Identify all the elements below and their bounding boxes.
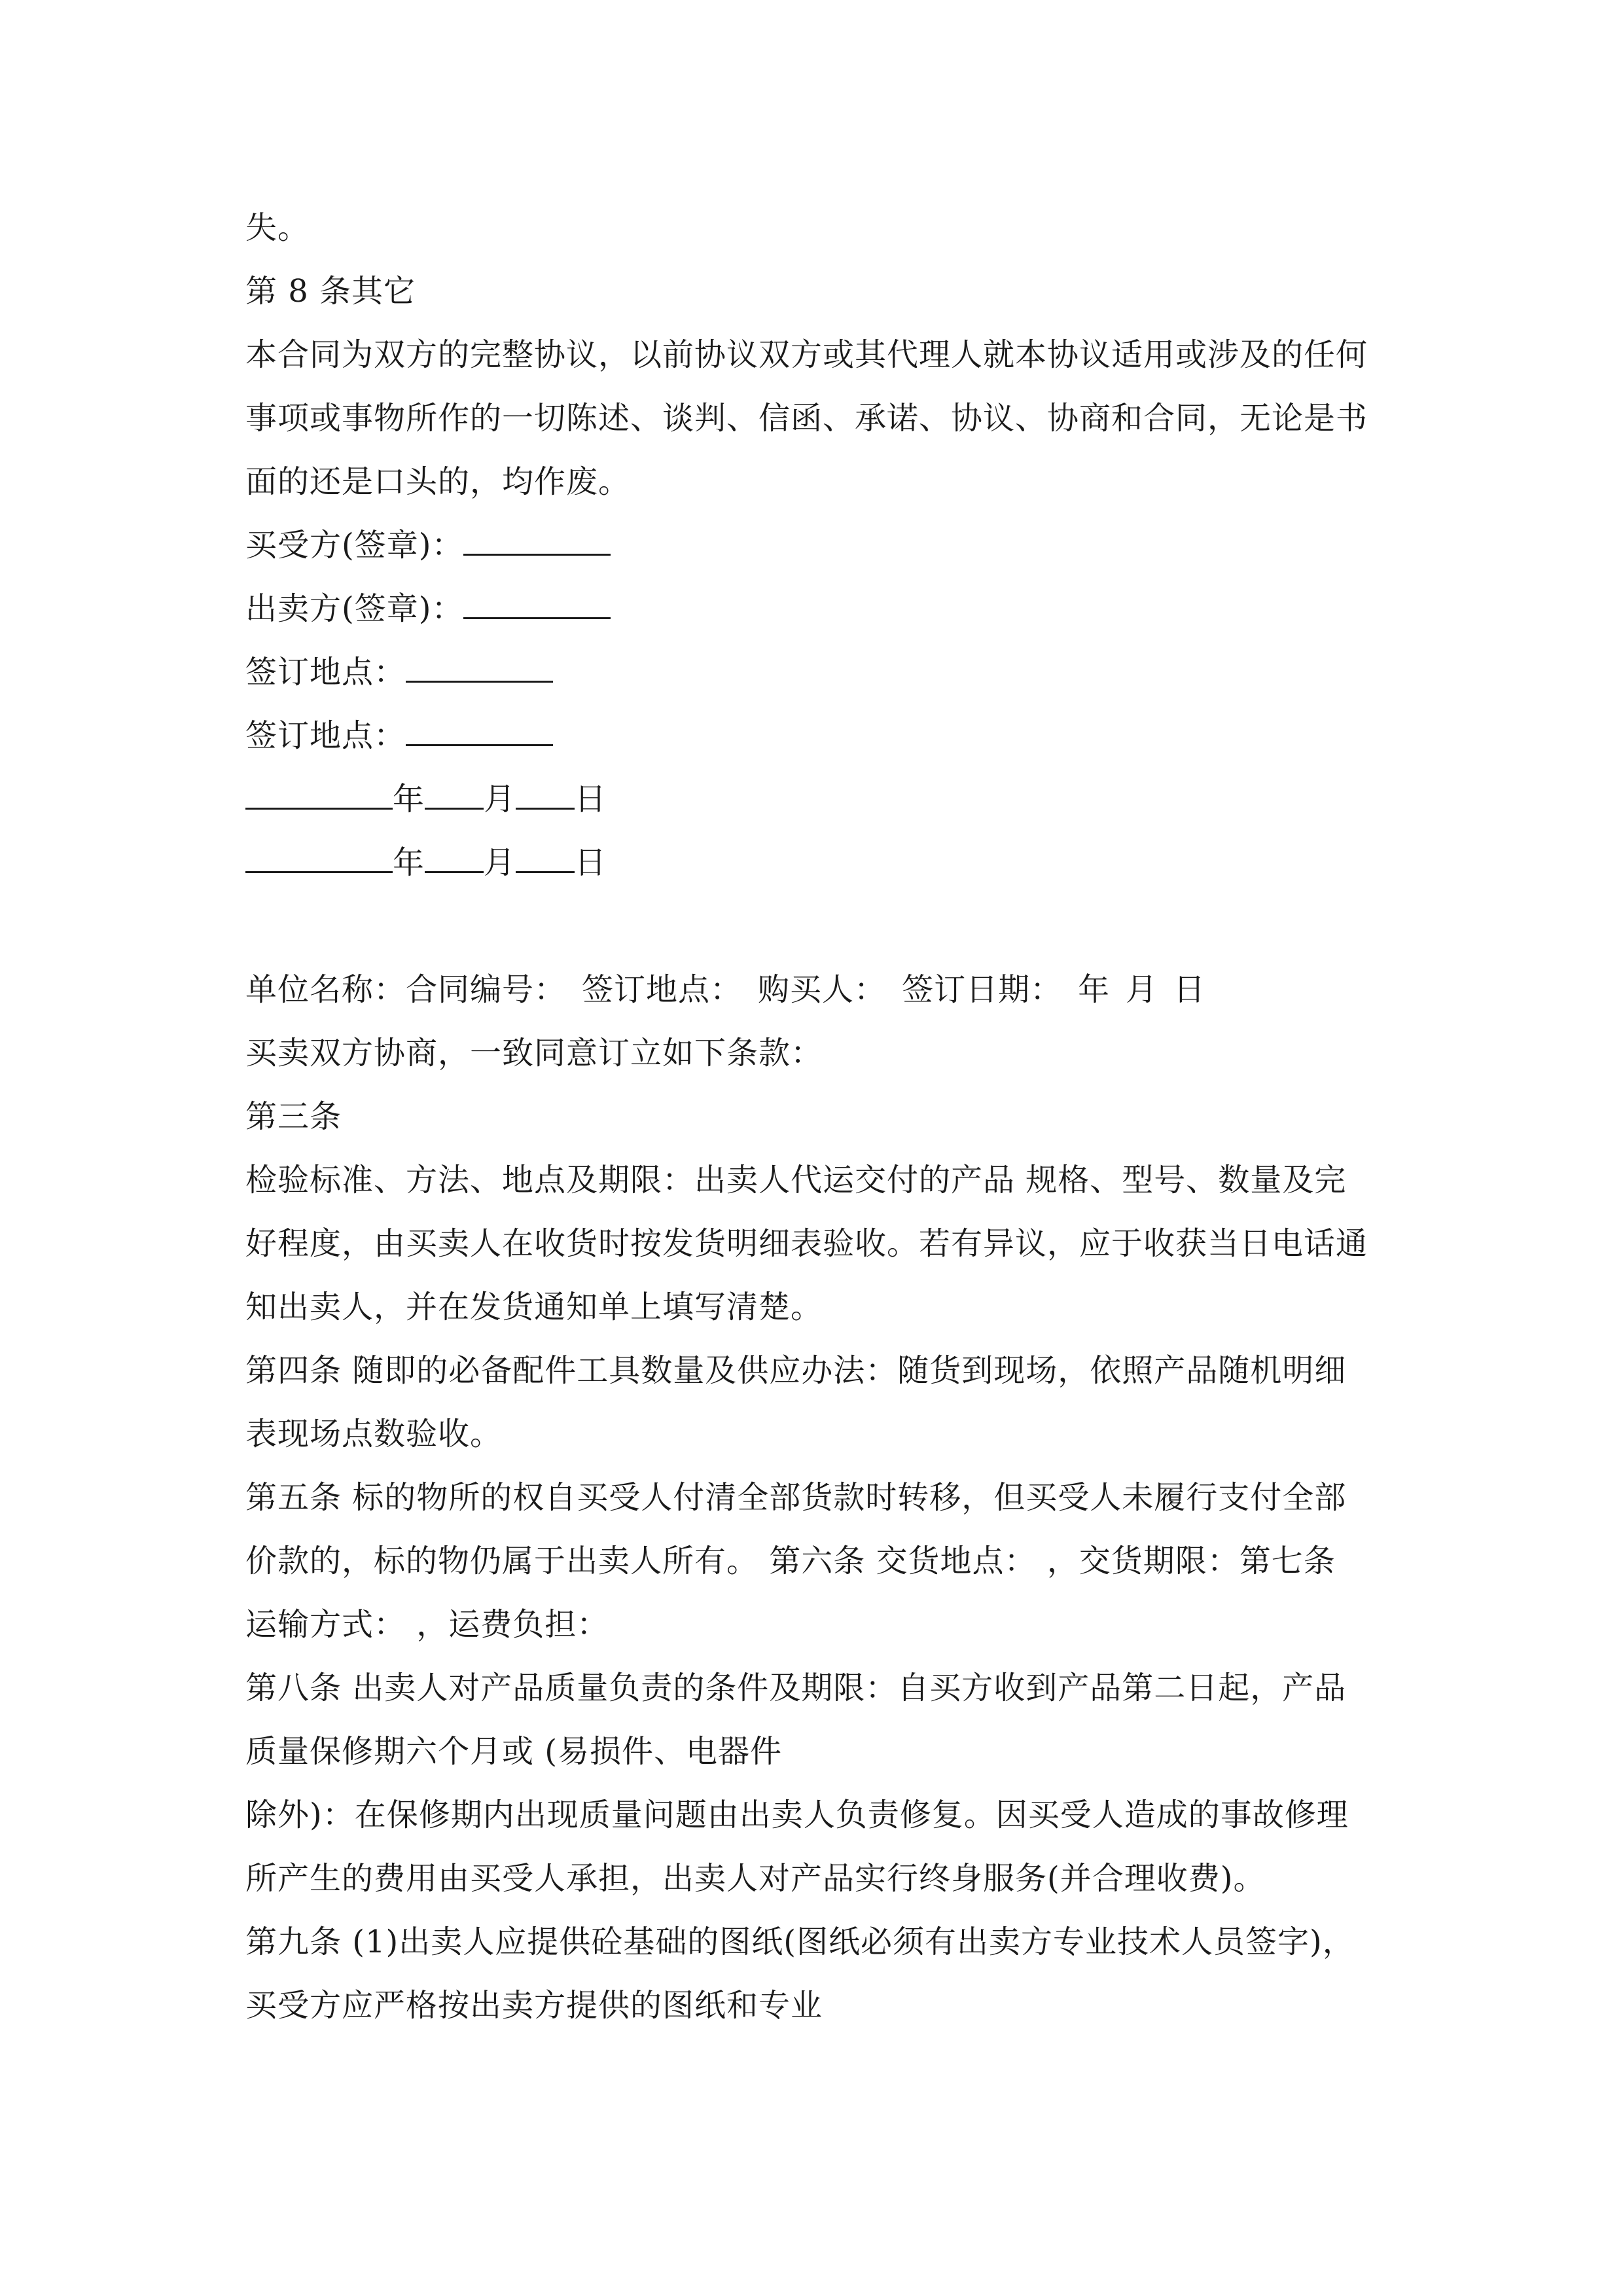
year-label: 年 <box>393 781 425 817</box>
text-line: 面的还是口头的，均作废。 <box>245 463 631 500</box>
buyer-signature-line <box>245 514 1384 577</box>
section-heading: 第三条 <box>245 1098 342 1135</box>
signing-date-label: 签订日期： <box>902 971 1063 1008</box>
text-line: 质量保修期六个月或 (易损件、电器件 <box>245 1733 782 1770</box>
text-line: 知出卖人，并在发货通知单上填写清楚。 <box>245 1289 823 1325</box>
buyer-label: 购买人： <box>758 971 887 1008</box>
text-line: 运输方式： ，运费负担： <box>245 1606 609 1643</box>
signing-place-label: 签订地点： <box>582 971 743 1008</box>
text-line: 好程度，由买卖人在收货时按发货明细表验收。若有异议，应于收获当日电话通 <box>245 1225 1368 1262</box>
text-line: 事项或事物所作的一切陈述、谈判、信函、承诺、协议、协商和合同，无论是书 <box>245 400 1368 437</box>
text-line: 检验标准、方法、地点及期限：出卖人代运交付的产品 规格、型号、数量及完 <box>245 1162 1347 1198</box>
day-label: 日 <box>575 844 607 881</box>
date-line <box>245 768 1384 831</box>
contract-number-label: 合同编号： <box>406 971 567 1008</box>
text-line: 买卖双方协商，一致同意订立如下条款： <box>245 1035 823 1071</box>
text-line: 第九条 (1)出卖人应提供砼基础的图纸(图纸必须有出卖方专业技术人员签字)， <box>245 1924 1355 1960</box>
signing-place-blank <box>406 709 553 746</box>
month-label: 月 <box>484 844 516 881</box>
month-blank <box>425 772 484 810</box>
month-blank <box>425 836 484 873</box>
text-line: 第八条 出卖人对产品质量负责的条件及期限：自买方收到产品第二日起，产品 <box>245 1670 1347 1706</box>
contract-header-line <box>245 958 1384 1022</box>
text-line: 表现场点数验收。 <box>245 1416 503 1452</box>
text-line: 买受方应严格按出卖方提供的图纸和专业 <box>245 1987 823 2024</box>
buyer-signature-blank <box>463 518 611 556</box>
year-label: 年 <box>1078 971 1111 1008</box>
day-blank <box>516 772 575 810</box>
signing-place-label: 签订地点： <box>245 717 406 754</box>
day-label: 日 <box>1173 971 1206 1008</box>
year-blank <box>245 836 393 873</box>
document-body <box>245 196 1384 2037</box>
buyer-signature-label: 买受方(签章)： <box>245 527 464 564</box>
signing-place-line <box>245 641 1384 704</box>
text-line: 除外)：在保修期内出现质量问题由出卖人负责修复。因买受人造成的事故修理 <box>245 1797 1349 1833</box>
signing-place-line <box>245 704 1384 768</box>
text-line: 价款的，标的物仍属于出卖人所有。 第六条 交货地点： ，交货期限：第七条 <box>245 1543 1336 1579</box>
day-blank <box>516 836 575 873</box>
year-blank <box>245 772 393 810</box>
month-label: 月 <box>484 781 516 817</box>
text-line: 本合同为双方的完整协议，以前协议双方或其代理人就本协议适用或涉及的任何 <box>245 336 1368 373</box>
spacer <box>245 895 1384 958</box>
month-label: 月 <box>1126 971 1158 1008</box>
text-line: 第四条 随即的必备配件工具数量及供应办法：随货到现场，依照产品随机明细 <box>245 1352 1347 1389</box>
year-label: 年 <box>393 844 425 881</box>
section-heading: 第 8 条其它 <box>245 273 416 310</box>
date-line <box>245 831 1384 895</box>
seller-signature-blank <box>463 582 611 619</box>
day-label: 日 <box>575 781 607 817</box>
seller-signature-label: 出卖方(签章)： <box>245 590 464 627</box>
text-line: 所产生的费用由买受人承担，出卖人对产品实行终身服务(并合理收费)。 <box>245 1860 1266 1897</box>
seller-signature-line <box>245 577 1384 641</box>
text-line: 失。 <box>245 209 310 246</box>
unit-name-label: 单位名称： <box>245 971 406 1008</box>
signing-place-blank <box>406 645 553 683</box>
text-line: 第五条 标的物所的权自买受人付清全部货款时转移，但买受人未履行支付全部 <box>245 1479 1347 1516</box>
signing-place-label: 签订地点： <box>245 654 406 691</box>
